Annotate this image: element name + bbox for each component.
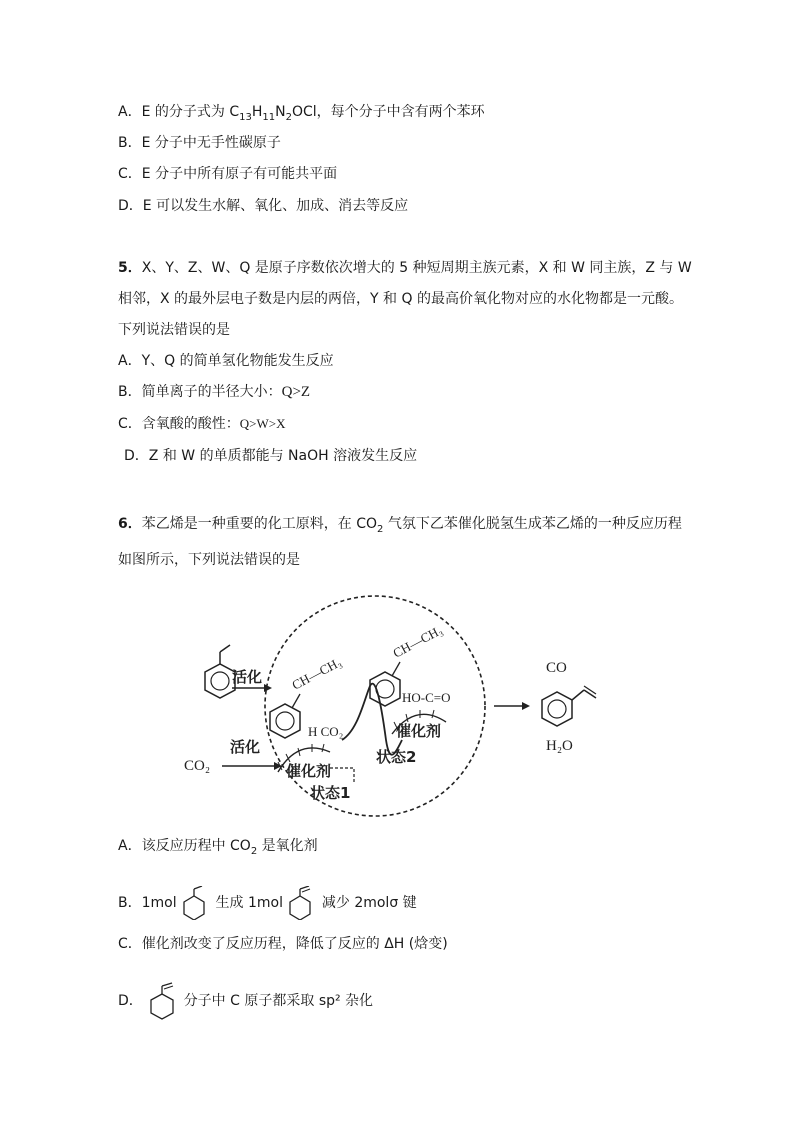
q4-a-sub1: 13 — [239, 111, 252, 123]
q6-a-post: 是氧化剂 — [257, 838, 318, 854]
q5-c-formula: Q>W>X — [239, 416, 286, 431]
q6-b-part1: B．1mol — [118, 895, 177, 911]
q5-option-c — [118, 414, 286, 434]
q5-option-b — [118, 382, 310, 402]
q6-option-d — [118, 982, 373, 1020]
q5-b-formula: Q>Z — [281, 384, 311, 400]
q6-d-post: 分子中 C 原子都采取 sp² 杂化 — [183, 993, 374, 1009]
q5-option-a: A．Y、Q 的简单氢化物能发生反应 — [118, 353, 334, 369]
q4-a-suffix: OCl，每个分子中含有两个苯环 — [291, 104, 485, 120]
catalyst-label-1: 催化剂 — [286, 762, 332, 780]
activate-label-1: 活化 — [232, 668, 263, 686]
q6-stem1-sub: 2 — [377, 523, 384, 535]
h2o-product-label: H₂O — [546, 738, 573, 754]
q5-stem-line3: 下列说法错误的是 — [118, 322, 230, 338]
q6-b-part3: 减少 2molσ 键 — [321, 895, 417, 911]
q6-stem1-post: 气氛下乙苯催化脱氢生成苯乙烯的一种反应历程 — [383, 516, 682, 532]
ethylbenzene-inline-structure — [181, 886, 211, 920]
ethylbenzene-structure — [205, 645, 235, 698]
state2-label: 状态2 — [376, 748, 417, 766]
q4-a-mid1: H — [251, 104, 263, 120]
q4-option-d: D．E 可以发生水解、氧化、加成、消去等反应 — [118, 198, 409, 214]
co-product-label: CO — [546, 660, 567, 676]
q5-number: 5． — [118, 260, 142, 276]
q4-a-sub2: 11 — [262, 111, 276, 123]
q5-stem-line1 — [118, 258, 692, 278]
q4-option-b: B．E 分子中无手性碳原子 — [118, 135, 281, 151]
q5-stem-line2: 相邻，X 的最外层电子数是内层的两倍，Y 和 Q 的最高价氧化物对应的水化物都是一元酸。 — [118, 291, 683, 307]
q4-a-sub3: 2 — [285, 111, 292, 123]
co2-label: CO₂ — [184, 758, 211, 774]
ch-ch3-label-2: CH—CH₃ — [390, 622, 445, 661]
catalyst-label-2: 催化剂 — [396, 722, 442, 740]
state1-label: 状态1 — [310, 784, 351, 802]
q6-stem-line1 — [118, 514, 682, 540]
q6-option-c: C．催化剂改变了反应历程，降低了反应的 ΔH (焓变) — [118, 936, 448, 952]
q6-stem1-pre: 苯乙烯是一种重要的化工原料，在 CO — [141, 516, 377, 532]
q6-option-b — [118, 886, 417, 920]
q4-option-a — [118, 102, 485, 128]
ch-ch3-label-1: CH—CH₃ — [289, 654, 344, 693]
q4-a-prefix: A．E 的分子式为 C — [118, 104, 240, 120]
q6-option-a — [118, 836, 318, 862]
h-co2-label: H CO₂ — [308, 724, 344, 739]
ho-c-o-label: HO-C=O — [402, 690, 451, 705]
q5-c-text: C．含氧酸的酸性： — [118, 416, 240, 432]
q6-a-sub: 2 — [250, 845, 258, 857]
q6-a-pre: A．该反应历程中 CO — [118, 838, 251, 854]
q6-d-pre: D． — [118, 993, 143, 1009]
q4-a-mid2: N — [275, 104, 286, 120]
reaction-mechanism-diagram — [170, 590, 630, 822]
state1-intermediate — [270, 694, 300, 738]
styrene-inline-structure-d — [147, 982, 179, 1020]
styrene-inline-structure-b — [287, 886, 317, 920]
q4-option-c: C．E 分子中所有原子有可能共平面 — [118, 166, 338, 182]
dashed-boundary-circle — [265, 596, 485, 816]
q6-stem-line2: 如图所示，下列说法错误的是 — [118, 552, 300, 568]
q6-b-part2: 生成 1mol — [215, 895, 283, 911]
styrene-product-structure — [542, 686, 596, 726]
q5-b-text: B．简单离子的半径大小： — [118, 384, 282, 400]
activate-label-2: 活化 — [230, 738, 261, 756]
q6-number: 6． — [118, 516, 142, 532]
q5-option-d: D．Z 和 W 的单质都能与 NaOH 溶液发生反应 — [124, 448, 418, 464]
q5-stem1-text: X、Y、Z、W、Q 是原子序数依次增大的 5 种短周期主族元素，X 和 W 同主族，Z 与 W — [141, 260, 692, 276]
